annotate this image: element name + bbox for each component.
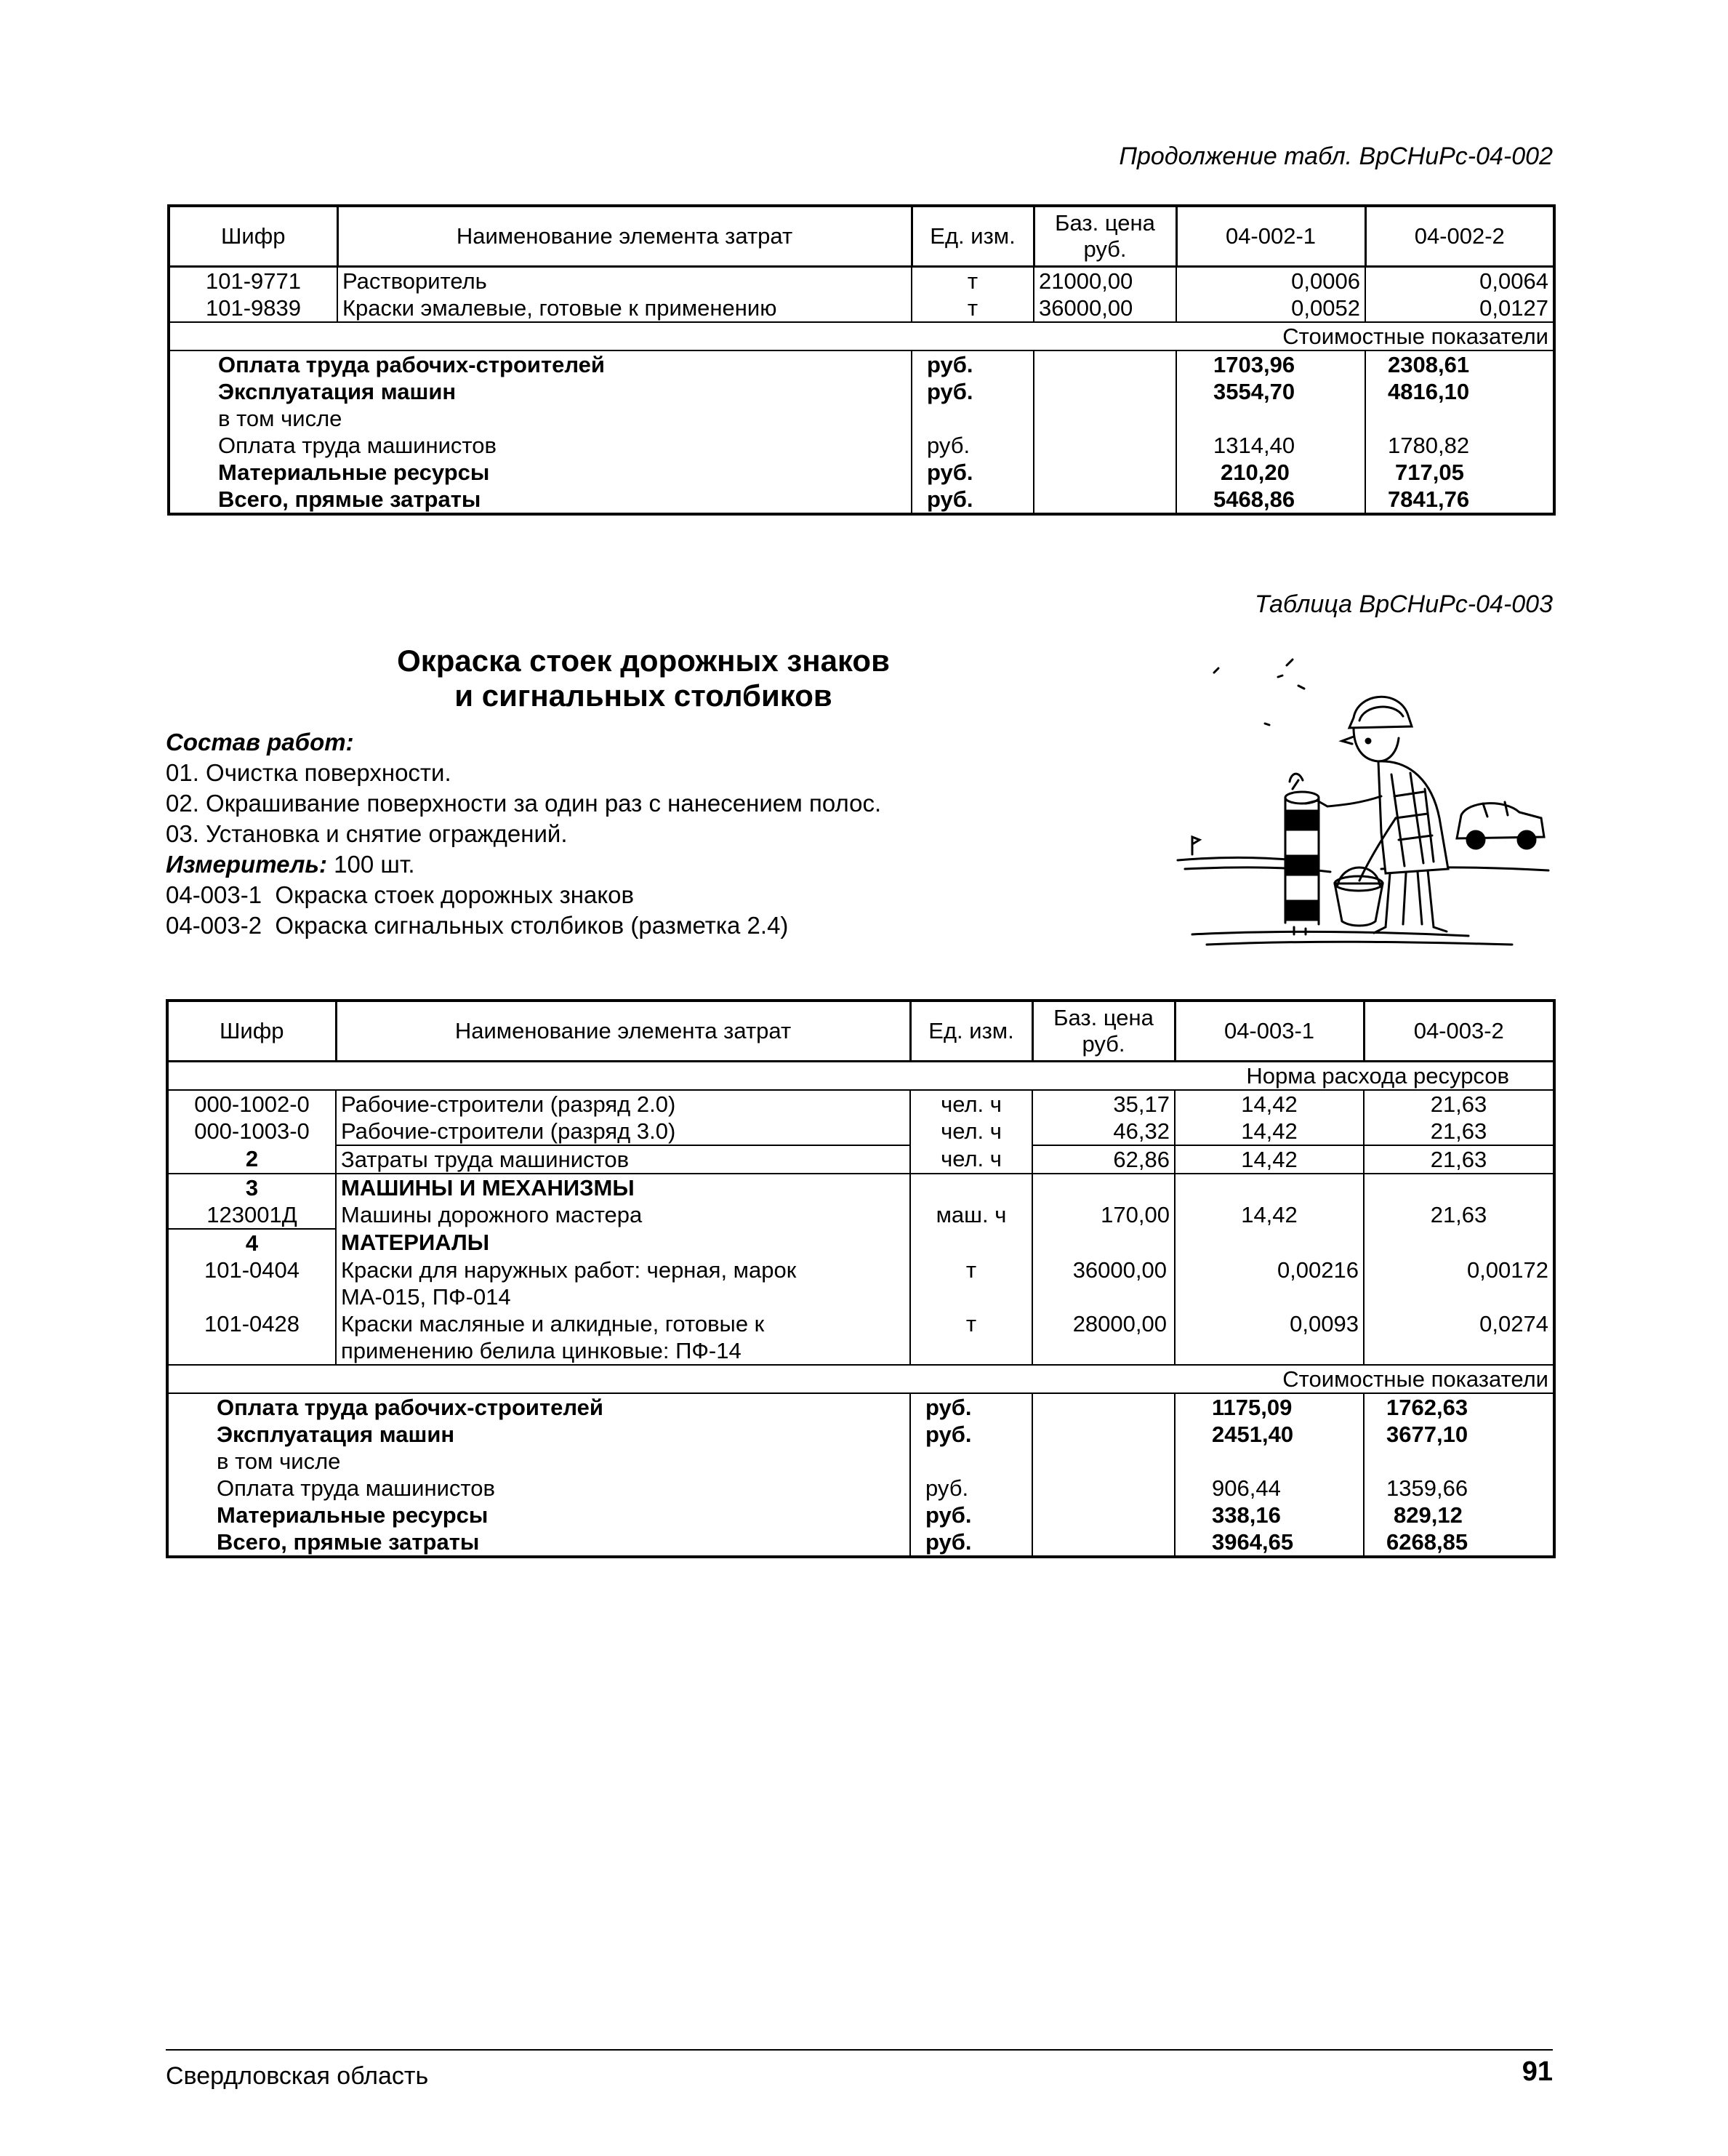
table-row: 101-9839 Краски эмалевые, готовые к применению т 36000,00 0,0052 0,0127 [169,294,1554,322]
table-row: 4 МАТЕРИАЛЫ [167,1229,1554,1257]
work-composition-label: Состав работ: [166,729,354,756]
cost-row: Всего, прямые затраты руб. 3964,65 6268,85 [167,1528,1554,1557]
cost-indicators-label: Стоимостные показатели [167,1365,1554,1393]
header-name: Наименование элемента затрат [336,1001,910,1062]
header-code: Шифр [169,206,337,267]
work-description [166,727,1074,941]
footer-divider [166,2049,1553,2051]
header-unit: Ед. изм. [912,206,1034,267]
cost-table-04-003 [166,999,1556,1558]
header-unit: Ед. изм. [910,1001,1032,1062]
cost-row: Всего, прямые затраты руб. 5468,86 7841,76 [169,486,1554,514]
measure-label: Измеритель: [166,851,327,878]
cost-table-04-002 [167,204,1556,516]
measure-line [166,849,1074,880]
section-row [167,1062,1554,1091]
cost-row: Оплата труда машинистов руб. 906,44 1359,66 [167,1475,1554,1502]
table-row: 2 Затраты труда машинистов чел. ч 62,86 14,42 21,63 [167,1145,1554,1174]
cost-row: в том числе [167,1448,1554,1475]
header-col-2: 04-002-2 [1365,206,1554,267]
cost-row: Материальные ресурсы руб. 338,16 829,12 [167,1502,1554,1528]
cost-row: Оплата труда рабочих-строителей руб. 1175,09 1762,63 [167,1393,1554,1421]
table-header-row [167,1001,1554,1062]
table-row: 3 МАШИНЫ И МЕХАНИЗМЫ [167,1174,1554,1201]
code-line: 04-003-1 Окраска стоек дорожных знаков [166,881,635,908]
table-row: 000-1003-0 Рабочие-строители (разряд 3.0) чел. ч 46,32 14,42 21,63 [167,1118,1554,1145]
measure-value: 100 шт. [334,851,415,878]
work-item: 02. Окрашивание поверхности за один раз с нанесением полос. [166,790,882,817]
cost-row: Эксплуатация машин руб. 3554,70 4816,10 [169,378,1554,405]
work-item: 01. Очистка поверхности. [166,759,451,786]
table-row: 000-1002-0 Рабочие-строители (разряд 2.0) чел. ч 35,17 14,42 21,63 [167,1090,1554,1118]
header-col-2: 04-003-2 [1364,1001,1554,1062]
header-base-price: Баз. цена руб. [1034,206,1176,267]
table-caption: Таблица ВрСНиРс-04-003 [1254,590,1553,618]
section-title: Окраска стоек дорожных знаков и сигнальных столбиков [397,644,890,713]
footer-region: Свердловская область [166,2062,429,2090]
header-name: Наименование элемента затрат [337,206,912,267]
table-continuation-caption: Продолжение табл. ВрСНиРс-04-002 [1119,143,1553,170]
cost-row: Оплата труда машинистов руб. 1314,40 1780,82 [169,432,1554,459]
resource-norm-label: Норма расхода ресурсов [167,1062,1554,1091]
section-row [169,322,1554,350]
table-header-row [169,206,1554,267]
cost-row: Оплата труда рабочих-строителей руб. 1703,96 2308,61 [169,350,1554,378]
work-item: 03. Установка и снятие ограждений. [166,820,568,847]
table-row: 101-0404 Краски для наружных работ: черная, марок т 36000,00 0,00216 0,00172 [167,1257,1554,1283]
cost-row: в том числе [169,405,1554,432]
header-code: Шифр [167,1001,336,1062]
table-row: МА-015, ПФ-014 [167,1283,1554,1310]
table-row: 101-0428 Краски масляные и алкидные, готовые к т 28000,00 0,0093 0,0274 [167,1310,1554,1337]
code-line: 04-003-2 Окраска сигнальных столбиков (разметка 2.4) [166,912,789,939]
header-col-1: 04-002-1 [1176,206,1365,267]
cost-row: Эксплуатация машин руб. 2451,40 3677,10 [167,1421,1554,1448]
cost-indicators-label: Стоимостные показатели [169,322,1554,350]
table-row: 123001Д Машины дорожного мастера маш. ч 170,00 14,42 21,63 [167,1201,1554,1229]
page-number: 91 [1522,2056,1553,2087]
header-base-price: Баз. цена руб. [1032,1001,1175,1062]
section-row [167,1365,1554,1393]
table-row: 101-9771 Растворитель т 21000,00 0,0006 0,0064 [169,267,1554,295]
road-worker-illustration [1163,651,1556,956]
header-col-1: 04-003-1 [1175,1001,1364,1062]
cost-row: Материальные ресурсы руб. 210,20 717,05 [169,459,1554,486]
table-row: применению белила цинковые: ПФ-14 [167,1337,1554,1365]
